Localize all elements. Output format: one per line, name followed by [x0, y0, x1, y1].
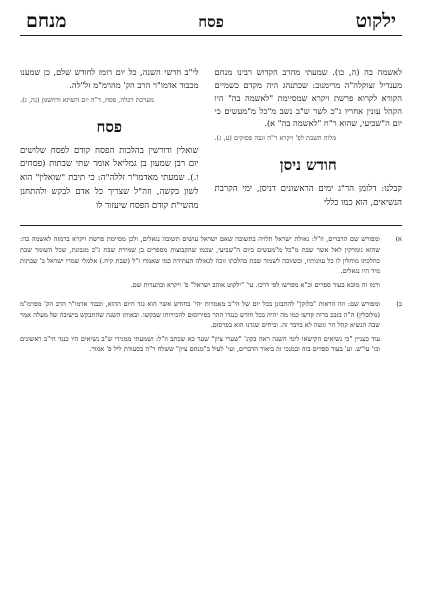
left-source-note: מערכת דכלה, פסח, ד"ה יום השתא ודחשמן (נה, ג). [20, 95, 154, 104]
footnote-paragraph: ורמז זה מובא בעוד ספרים וכ"א מפרשו לפי דרכו. עי' "ילקוט אוהב ישראל" פ' ויקרא ובהערות שם. [130, 280, 380, 289]
right-source-note: מלוה השבת לפ' ויקרא ד"ה וגבה פסוקים (ע, ג). [214, 134, 337, 143]
right-column [215, 66, 402, 213]
footnote-number: ב) [396, 300, 402, 309]
heading-nisan: חודש ניסן [279, 156, 337, 175]
footnote-paragraph: עוד כעניין "כי נשיאים הקישאו לימי השנה ראה בקונ' "שערי ציון" שער כא שכתב וז"ל: ושמעתי ממגידי ש"ב נשיאים היו כנגד הי"ב ראשונים וכו' עי"ש. וע' בעוד ספרים בזה ובמנכי זה ביאור הדברים, ועי' לעיל ב"מנחם ציון" ששלח ר"ה בסעודת ליל פ' אמור. [20, 334, 380, 354]
footnote-paragraph: ומפורש שם: וזה הראות "בלוקן" להתבונן בכל יום של הי"ב מאמרות יהי' בחודש אשר הוא נגד היום ההוא, וכבוד אדמו"ר הרב הק' מפרמ"מ (מלובלין) ה"ה בזבכ ברוח קדשו כמו מה יהיה בכל חודש כנגדו ההר כפירוסום להכירותו שבקשו. ובאותו השנה שהתבקש בישיבה של מעלה אמר שבה הנשיא קהל הר וגשה לא ברבר זה. וביחים שגדנו הוא בפרסום. [20, 300, 380, 330]
main-columns [20, 66, 402, 213]
heading-pesach: פסח [96, 117, 123, 136]
section-title: פסח [198, 13, 224, 31]
footnotes-rule [20, 225, 402, 226]
footnote-paragraph: ומפורש שם הדברים, וז"ל: גאולת ישראל תלויה בתשובה שאם ישראל עושים תשובה נגאלים, ולכן מסיימת פרשת ויקרא ברמזה לאשמה בה: שהוא גומרקין לאל אשר שבת מ"כל מ"מעשים ביום ה"שביעי, שכמו שהקבוצות מספרים בן שמירת שבת ג"כ מגבונת, שכל השומר שבת כהלכתו מוחלין לו כל עוונותיו, וכשזוכה לשמור שבת כהלכתו זוכה לגאולה העתידה כמו שאמרו ז"ל (שבת קיח.) אלמלי שמרו ישראל ב' שבתות מיד היו נגאלים. [20, 235, 380, 276]
header-rule [20, 35, 402, 36]
footnotes [20, 234, 402, 357]
footnote [20, 234, 402, 293]
footnote-number: א) [395, 235, 402, 244]
footnote-text [20, 234, 380, 293]
left-column [20, 66, 199, 213]
right-quote: קבלנו: דלומן הר"ג ימים הראשונים דניסן, ימי הקרבת הנשיאים, הוא כמו כללי [214, 184, 402, 209]
page-header [20, 10, 402, 33]
running-title-left: מנחם [26, 10, 67, 32]
right-paragraph: לאשמה בה (ה, כו). שמעתי מהרב הקדוש רבינו מנחם מענדיל זצוקלה"ה מרימנוב: שכתנהג היה מקדם כשמיים הקורא לקרוא פרשת ויקרא שמסיימת "לאשמה בה" היו הקהל עונין אחריו ג"כ לשר ש"ב נשב מ"כל מ"מעשים כי יום ה"שביעי, שהוא ר"ח "לאשמה בה" א). [214, 67, 402, 129]
running-title-right: ילקוט [355, 10, 396, 32]
footnote-text [20, 299, 380, 358]
left-paragraph: לי"ב חדשי השנה, כל יום רומז לחודש שלם, כן שמענו מכבוד אדמו"ר הרב הק' מהרמ"מ זל"לה. [20, 67, 199, 90]
left-quote: שואלין ודורשין בהלכות הפסח קודם לפסח שלושים יום רבן שמעון בן גמליאל אומר שתי שבתות (פסחים ו.). שמעתי מאדמו"ר זללה"ה: כי תיבת "שואלין" הוא לשון בקשה, וזה"ל שצריך כל אדם לבקש ולהתחנן מהשי"ת קודם הפסח שיעזור לו [20, 145, 199, 211]
footnote [20, 299, 402, 358]
